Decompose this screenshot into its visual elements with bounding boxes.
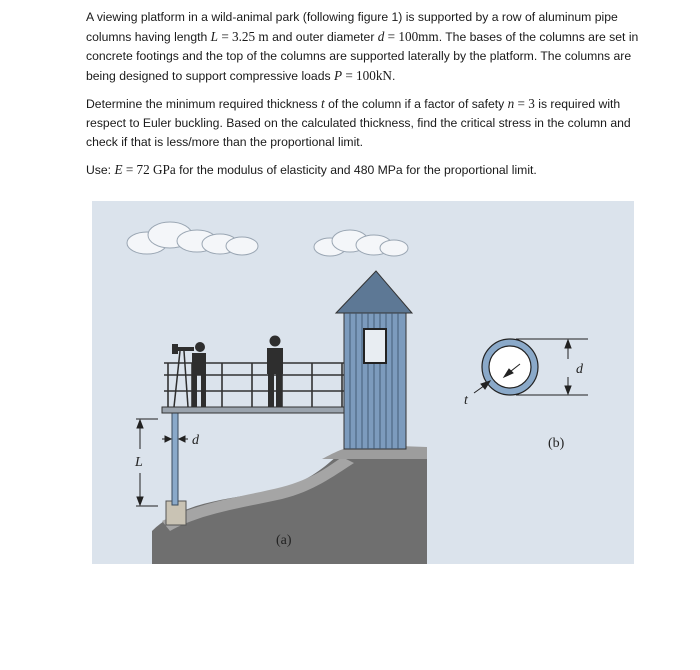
- pipe-cross-section: [482, 339, 538, 395]
- figure-illustration: [92, 201, 634, 564]
- label-b: (b): [548, 436, 565, 451]
- hut-window: [364, 329, 386, 363]
- paragraph-task: Determine the minimum required thickness t of the column if a factor of safety n = 3 is required with respect to Euler buckling. Based on the calculated thickness, find the critical stress in the column and check if that is less/more than the proportional limit.: [86, 96, 631, 149]
- problem-text: [86, 8, 646, 188]
- label-d-column: d: [192, 433, 199, 448]
- pipe-column: [172, 413, 178, 505]
- paragraph-given: Use: E = 72 GPa for the modulus of elasticity and 480 MPa for the proportional limit.: [86, 162, 537, 177]
- label-t: t: [464, 393, 468, 408]
- label-a: (a): [276, 533, 292, 548]
- label-L: L: [135, 455, 143, 470]
- platform-deck: [162, 407, 350, 413]
- paragraph-description: A viewing platform in a wild-animal park (following figure 1) is supported by a row of aluminum pipe columns having length L = 3.25 m and outer diameter d = 100mm. The bases of the columns are set in concrete footings and the top of the columns are supported laterally by the platform. The columns are being designed to support compressive loads P = 100kN.: [86, 10, 639, 83]
- figure-1: [92, 201, 634, 564]
- label-d-ring: d: [576, 362, 583, 377]
